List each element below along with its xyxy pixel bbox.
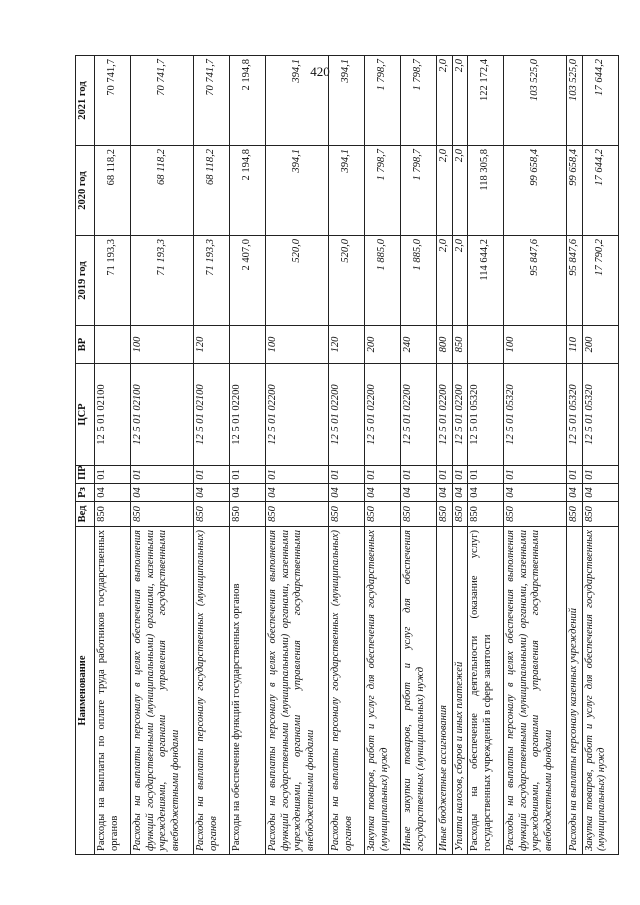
table-row xyxy=(329,56,365,855)
row-name: Расходы на обеспечение функций государственных органов xyxy=(230,527,266,855)
row-csr: 12 5 01 02200 xyxy=(437,364,453,466)
row-name: Закупка товаров, работ и услуг для обеспечения государственных (муниципальных) нужд xyxy=(365,527,401,855)
header-ved: Вед xyxy=(76,502,95,527)
header-rz: Рз xyxy=(76,484,95,502)
row-vr xyxy=(468,326,504,364)
row-name: Закупка товаров, работ и услуг для обеспечения государственных (муниципальных) нужд xyxy=(582,527,618,855)
row-csr: 12 5 01 02200 xyxy=(401,364,437,466)
row-name: Иные бюджетные ассигнования xyxy=(437,527,453,855)
row-rz: 04 xyxy=(95,484,131,502)
page-number: 420 xyxy=(310,64,330,79)
row-pr: 01 xyxy=(582,466,618,484)
row-2021: 394,1 xyxy=(266,56,329,146)
row-ved: 850 xyxy=(365,502,401,527)
row-name: Иные закупки товаров, работ и услуг для обеспечения государственных (муниципальных) нужд xyxy=(401,527,437,855)
row-rz: 04 xyxy=(266,484,329,502)
row-csr: 12 5 01 05320 xyxy=(567,364,583,466)
row-rz: 04 xyxy=(365,484,401,502)
header-csr: ЦСР xyxy=(76,364,95,466)
row-2020: 68 118,2 xyxy=(131,146,194,236)
row-name: Расходы на выплаты персоналу в целях обеспечения выполнения функций государственными (муниципальными) органами, казенными учреждениями, органами управления государственными внебюджетными фондами xyxy=(131,527,194,855)
row-ved: 850 xyxy=(468,502,504,527)
row-2019: 71 193,3 xyxy=(194,236,230,326)
row-name: Расходы на выплаты персоналу государственных (муниципальных) органов xyxy=(329,527,365,855)
row-ved: 850 xyxy=(437,502,453,527)
row-vr: 800 xyxy=(437,326,453,364)
row-2019: 114 644,2 xyxy=(468,236,504,326)
row-vr xyxy=(95,326,131,364)
row-csr: 12 5 01 02200 xyxy=(329,364,365,466)
budget-table xyxy=(75,55,619,855)
row-rz: 04 xyxy=(582,484,618,502)
row-pr: 01 xyxy=(365,466,401,484)
header-vr: ВР xyxy=(76,326,95,364)
row-2021: 17 644,2 xyxy=(582,56,618,146)
table-header-row xyxy=(76,56,95,855)
table-row xyxy=(468,56,504,855)
row-2020: 394,1 xyxy=(266,146,329,236)
row-2019: 95 847,6 xyxy=(504,236,567,326)
row-2020: 2,0 xyxy=(437,146,453,236)
row-2019: 95 847,6 xyxy=(567,236,583,326)
header-2020: 2020 год xyxy=(76,146,95,236)
table-row xyxy=(452,56,468,855)
row-rz: 04 xyxy=(452,484,468,502)
row-2019: 2 407,0 xyxy=(230,236,266,326)
header-name: Наименование xyxy=(76,527,95,855)
row-2020: 394,1 xyxy=(329,146,365,236)
row-vr: 120 xyxy=(194,326,230,364)
row-pr: 01 xyxy=(401,466,437,484)
row-ved: 850 xyxy=(567,502,583,527)
row-pr: 01 xyxy=(95,466,131,484)
row-2019: 71 193,3 xyxy=(131,236,194,326)
row-ved: 850 xyxy=(230,502,266,527)
rotated-table-container xyxy=(75,55,608,855)
header-2021: 2021 год xyxy=(76,56,95,146)
row-2020: 2,0 xyxy=(452,146,468,236)
row-2020: 1 798,7 xyxy=(401,146,437,236)
row-name: Уплата налогов, сборов и иных платежей xyxy=(452,527,468,855)
row-csr: 12 5 01 02200 xyxy=(452,364,468,466)
row-2021: 2,0 xyxy=(452,56,468,146)
row-2019: 1 885,0 xyxy=(365,236,401,326)
row-2021: 2,0 xyxy=(437,56,453,146)
row-pr: 01 xyxy=(504,466,567,484)
row-csr: 12 5 01 02200 xyxy=(266,364,329,466)
row-pr: 01 xyxy=(452,466,468,484)
row-pr: 01 xyxy=(230,466,266,484)
row-csr: 12 5 01 02100 xyxy=(95,364,131,466)
row-ved: 850 xyxy=(95,502,131,527)
row-rz: 04 xyxy=(468,484,504,502)
row-vr: 200 xyxy=(582,326,618,364)
row-2019: 71 193,3 xyxy=(95,236,131,326)
row-ved: 850 xyxy=(504,502,567,527)
row-2021: 2 194,8 xyxy=(230,56,266,146)
row-ved: 850 xyxy=(266,502,329,527)
row-2021: 122 172,4 xyxy=(468,56,504,146)
table-row xyxy=(365,56,401,855)
row-rz: 04 xyxy=(230,484,266,502)
row-2019: 17 790,2 xyxy=(582,236,618,326)
row-rz: 04 xyxy=(131,484,194,502)
row-2021: 70 741,7 xyxy=(131,56,194,146)
row-vr: 200 xyxy=(365,326,401,364)
row-csr: 12 5 01 05320 xyxy=(582,364,618,466)
row-pr: 01 xyxy=(468,466,504,484)
row-2019: 520,0 xyxy=(329,236,365,326)
row-2020: 118 305,8 xyxy=(468,146,504,236)
table-row xyxy=(266,56,329,855)
row-2021: 394,1 xyxy=(329,56,365,146)
row-2019: 2,0 xyxy=(437,236,453,326)
row-2021: 103 525,0 xyxy=(504,56,567,146)
row-rz: 04 xyxy=(194,484,230,502)
row-vr: 120 xyxy=(329,326,365,364)
row-2020: 1 798,7 xyxy=(365,146,401,236)
row-ved: 850 xyxy=(582,502,618,527)
table-row xyxy=(437,56,453,855)
row-name: Расходы на выплаты по оплате труда работников государственных органов xyxy=(95,527,131,855)
row-2021: 103 525,0 xyxy=(567,56,583,146)
row-ved: 850 xyxy=(329,502,365,527)
table-row xyxy=(504,56,567,855)
table-row xyxy=(567,56,583,855)
row-pr: 01 xyxy=(131,466,194,484)
table-row xyxy=(582,56,618,855)
row-2020: 68 118,2 xyxy=(194,146,230,236)
row-csr: 12 5 01 02200 xyxy=(365,364,401,466)
table-row xyxy=(131,56,194,855)
table-row xyxy=(95,56,131,855)
row-2021: 70 741,7 xyxy=(95,56,131,146)
row-name: Расходы на обеспечение деятельности (оказание услуг) государственных учреждений в сфере занятости xyxy=(468,527,504,855)
table-row xyxy=(401,56,437,855)
row-2020: 17 644,2 xyxy=(582,146,618,236)
row-csr: 12 5 01 02100 xyxy=(131,364,194,466)
row-pr: 01 xyxy=(437,466,453,484)
header-2019: 2019 год xyxy=(76,236,95,326)
row-csr: 12 5 01 02100 xyxy=(194,364,230,466)
row-pr: 01 xyxy=(329,466,365,484)
row-ved: 850 xyxy=(194,502,230,527)
row-vr xyxy=(230,326,266,364)
row-rz: 04 xyxy=(401,484,437,502)
row-2020: 99 658,4 xyxy=(567,146,583,236)
row-name: Расходы на выплаты персоналу в целях обеспечения выполнения функций государственными (муниципальными) органами, казенными учреждениями, органами управления государственными внебюджетными фондами xyxy=(266,527,329,855)
row-rz: 04 xyxy=(567,484,583,502)
row-2020: 2 194,8 xyxy=(230,146,266,236)
row-2019: 2,0 xyxy=(452,236,468,326)
row-pr: 01 xyxy=(567,466,583,484)
row-vr: 850 xyxy=(452,326,468,364)
row-ved: 850 xyxy=(131,502,194,527)
row-2019: 520,0 xyxy=(266,236,329,326)
row-2020: 68 118,2 xyxy=(95,146,131,236)
row-csr: 12 5 01 05320 xyxy=(468,364,504,466)
row-pr: 01 xyxy=(266,466,329,484)
row-vr: 100 xyxy=(504,326,567,364)
row-csr: 12 5 01 05320 xyxy=(504,364,567,466)
row-name: Расходы на выплаты персоналу казенных учреждений xyxy=(567,527,583,855)
row-vr: 100 xyxy=(131,326,194,364)
row-vr: 240 xyxy=(401,326,437,364)
table-row xyxy=(194,56,230,855)
row-2020: 99 658,4 xyxy=(504,146,567,236)
row-name: Расходы на выплаты персоналу в целях обеспечения выполнения функций государственными (муниципальными) органами, казенными учреждениями, органами управления государственными внебюджетными фондами xyxy=(504,527,567,855)
row-2021: 1 798,7 xyxy=(401,56,437,146)
row-ved: 850 xyxy=(401,502,437,527)
header-pr: ПР xyxy=(76,466,95,484)
row-vr: 100 xyxy=(266,326,329,364)
row-csr: 12 5 01 02200 xyxy=(230,364,266,466)
row-ved: 850 xyxy=(452,502,468,527)
row-vr: 110 xyxy=(567,326,583,364)
row-pr: 01 xyxy=(194,466,230,484)
row-rz: 04 xyxy=(437,484,453,502)
row-2019: 1 885,0 xyxy=(401,236,437,326)
row-2021: 1 798,7 xyxy=(365,56,401,146)
row-rz: 04 xyxy=(504,484,567,502)
row-2021: 70 741,7 xyxy=(194,56,230,146)
table-row xyxy=(230,56,266,855)
row-rz: 04 xyxy=(329,484,365,502)
row-name: Расходы на выплаты персоналу государственных (муниципальных) органов xyxy=(194,527,230,855)
